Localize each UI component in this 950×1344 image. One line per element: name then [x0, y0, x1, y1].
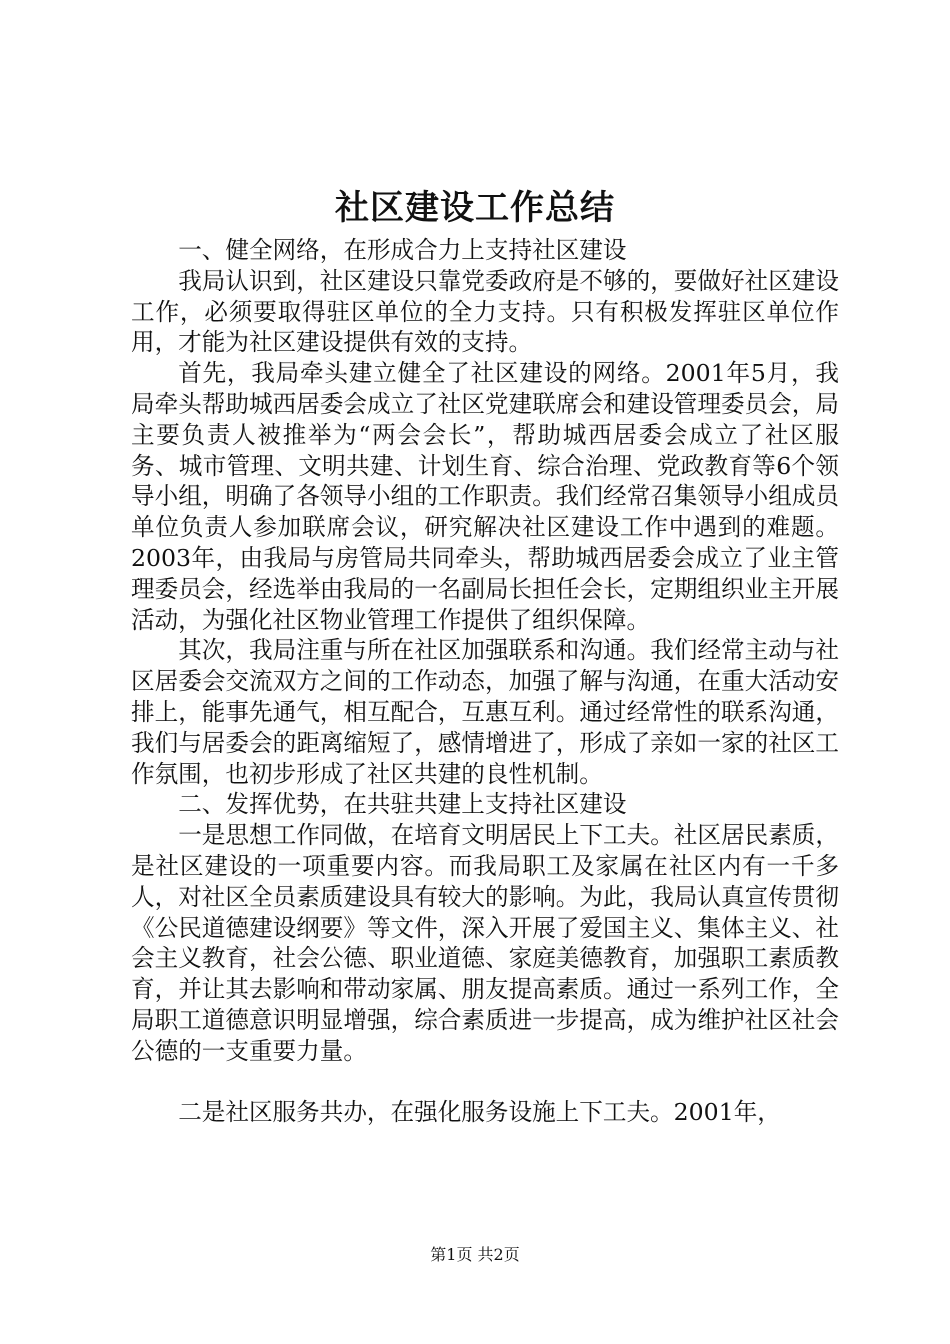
document-body: [131, 235, 839, 1127]
document-title: 社区建设工作总结: [335, 188, 615, 228]
paragraph-ideology: 一是思想工作同做，在培育文明居民上下工夫。社区居民素质，是社区建设的一项重要内容。而我局职工及家属在社区内有一千多人，对社区全员素质建设具有较大的影响。为此，我局认真宣传贯彻《公民道德建设纲要》等文件，深入开展了爱国主义、集体主义、社会主义教育，社会公德、职业道德、家庭美德教育，加强职工素质教育，并让其去影响和带动家属、朋友提高素质。通过一系列工作，全局职工道德意识明显增强，综合素质进一步提高，成为维护社区社会公德的一支重要力量。: [131, 821, 839, 1065]
page-footer: 第1页 共2页: [430, 1245, 520, 1264]
section-heading-1: 一、健全网络，在形成合力上支持社区建设: [178, 236, 627, 264]
paragraph-first: 首先，我局牵头建立健全了社区建设的网络。2001年5月，我局牵头帮助城西居委会成立了社区党建联席会和建设管理委员会，局主要负责人被推举为“两会会长”，帮助城西居委会成立了社区服务、城市管理、文明共建、计划生育、综合治理、党政教育等6个领导小组，明确了各领导小组的工作职责。我们经常召集领导小组成员单位负责人参加联席会议，研究解决社区建设工作中遇到的难题。2003年，由我局与房管局共同牵头，帮助城西居委会成立了业主管理委员会，经选举由我局的一名副局长担任会长，定期组织业主开展活动，为强化社区物业管理工作提供了组织保障。: [131, 359, 839, 634]
paragraph-second: 其次，我局注重与所在社区加强联系和沟通。我们经常主动与社区居委会交流双方之间的工作动态，加强了解与沟通，在重大活动安排上，能事先通气，相互配合，互惠互利。通过经常性的联系沟通，我们与居委会的距离缩短了，感情增进了，形成了亲如一家的社区工作氛围，也初步形成了社区共建的良性机制。: [131, 636, 839, 788]
paragraph-intro: 我局认识到，社区建设只靠党委政府是不够的，要做好社区建设工作，必须要取得驻区单位的全力支持。只有积极发挥驻区单位作用，才能为社区建设提供有效的支持。: [131, 266, 839, 357]
section-heading-2: 二、发挥优势，在共驻共建上支持社区建设: [178, 790, 627, 819]
paragraph-service: 二是社区服务共办，在强化服务设施上下工夫。2001年，: [178, 1097, 781, 1126]
